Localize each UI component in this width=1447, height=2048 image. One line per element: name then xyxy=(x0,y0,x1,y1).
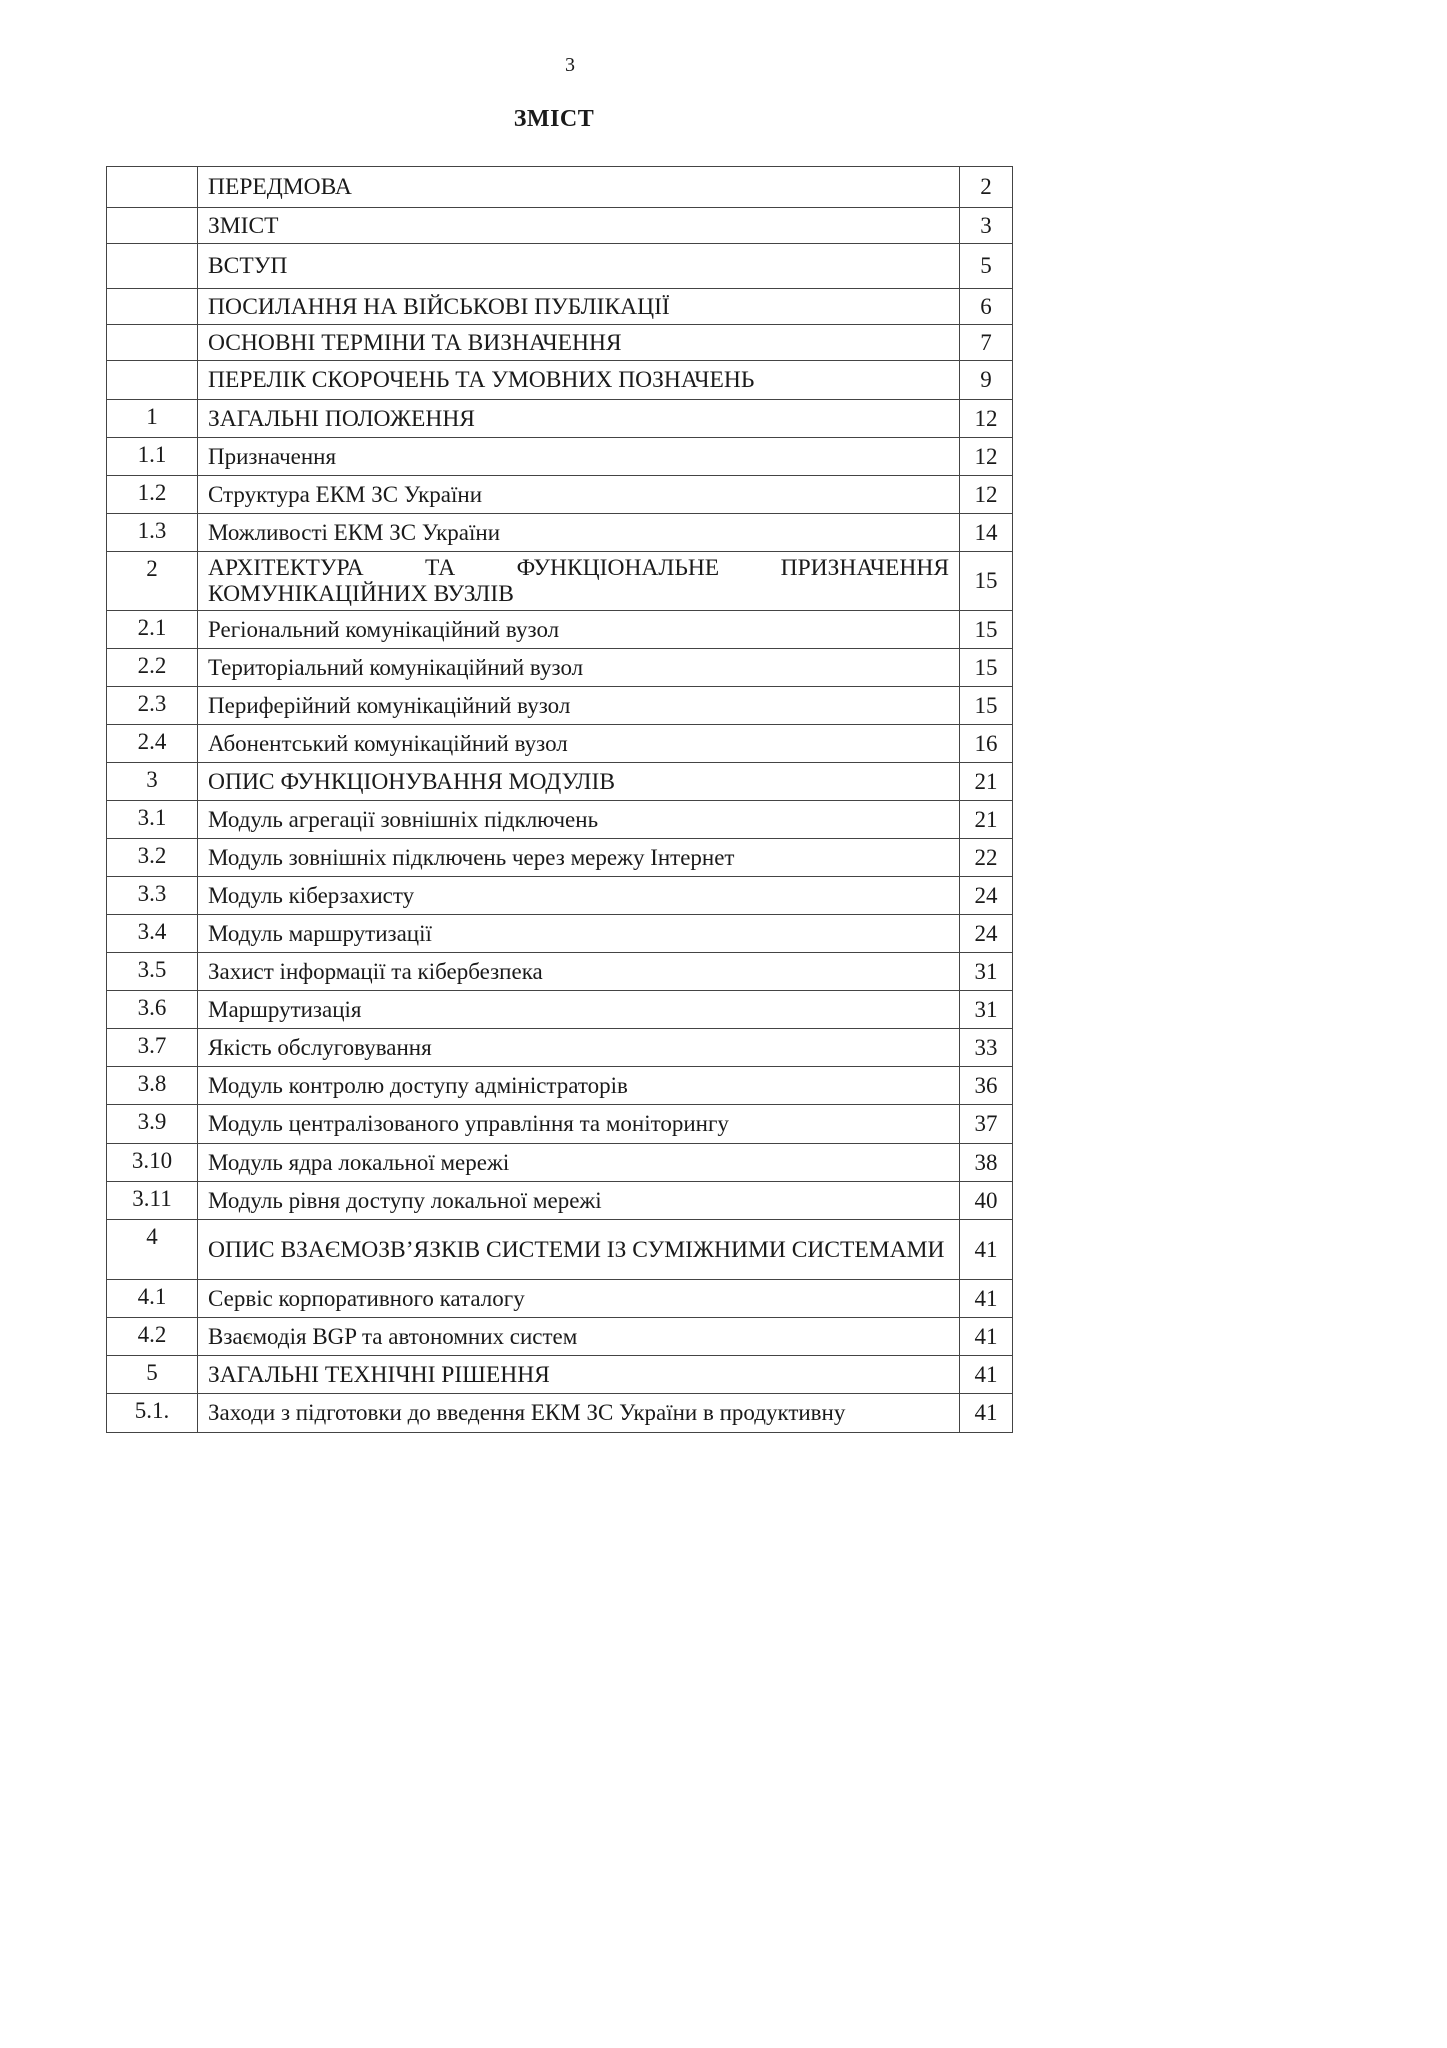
toc-row xyxy=(107,725,1013,763)
toc-row xyxy=(107,1220,1013,1280)
toc-section-title: АРХІТЕКТУРА ТА ФУНКЦІОНАЛЬНЕ ПРИЗНАЧЕННЯ КОМУНІКАЦІЙНИХ ВУЗЛІВ xyxy=(198,552,960,611)
toc-section-number: 4 xyxy=(107,1220,198,1280)
toc-row xyxy=(107,476,1013,514)
toc-section-number: 3.1 xyxy=(107,801,198,839)
toc-section-number: 3.9 xyxy=(107,1105,198,1144)
toc-page-number: 37 xyxy=(960,1105,1013,1144)
toc-page-number: 31 xyxy=(960,991,1013,1029)
toc-section-title: ПЕРЕДМОВА xyxy=(198,167,960,208)
toc-section-number: 3.3 xyxy=(107,877,198,915)
toc-section-title: Структура ЕКМ ЗС України xyxy=(198,476,960,514)
toc-section-title: Якість обслуговування xyxy=(198,1029,960,1067)
toc-row xyxy=(107,1318,1013,1356)
toc-row xyxy=(107,244,1013,289)
toc-page-number: 9 xyxy=(960,361,1013,400)
toc-page-number: 22 xyxy=(960,839,1013,877)
toc-section-number: 1 xyxy=(107,400,198,438)
toc-row xyxy=(107,1356,1013,1394)
toc-section-number: 4.1 xyxy=(107,1280,198,1318)
toc-section-number: 3.7 xyxy=(107,1029,198,1067)
toc-section-title: ВСТУП xyxy=(198,244,960,289)
toc-page-number: 2 xyxy=(960,167,1013,208)
toc-section-number: 2.2 xyxy=(107,649,198,687)
toc-section-number: 3.10 xyxy=(107,1144,198,1182)
toc-section-title: Захист інформації та кібербезпека xyxy=(198,953,960,991)
toc-section-number: 3.6 xyxy=(107,991,198,1029)
toc-page-number: 24 xyxy=(960,877,1013,915)
toc-row xyxy=(107,801,1013,839)
toc-section-number: 5.1. xyxy=(107,1394,198,1433)
toc-section-title: ОПИС ВЗАЄМОЗВ’ЯЗКІВ СИСТЕМИ ІЗ СУМІЖНИМИ СИСТЕМАМИ xyxy=(198,1220,960,1280)
toc-section-number: 1.3 xyxy=(107,514,198,552)
toc-row xyxy=(107,514,1013,552)
toc-row xyxy=(107,361,1013,400)
toc-section-number xyxy=(107,325,198,361)
toc-section-title: ЗАГАЛЬНІ ТЕХНІЧНІ РІШЕННЯ xyxy=(198,1356,960,1394)
toc-page-number: 31 xyxy=(960,953,1013,991)
toc-section-number xyxy=(107,289,198,325)
toc-page-number: 12 xyxy=(960,438,1013,476)
toc-row xyxy=(107,953,1013,991)
toc-section-number: 3.11 xyxy=(107,1182,198,1220)
toc-page-number: 12 xyxy=(960,400,1013,438)
toc-section-title: Модуль зовнішніх підключень через мережу Інтернет xyxy=(198,839,960,877)
toc-section-number: 1.2 xyxy=(107,476,198,514)
toc-section-title: Модуль кіберзахисту xyxy=(198,877,960,915)
toc-page-number: 15 xyxy=(960,552,1013,611)
toc-page-number: 33 xyxy=(960,1029,1013,1067)
toc-section-title: ЗМІСТ xyxy=(198,208,960,244)
toc-row xyxy=(107,991,1013,1029)
toc-row xyxy=(107,289,1013,325)
toc-row xyxy=(107,1105,1013,1144)
toc-section-title: Регіональний комунікаційний вузол xyxy=(198,611,960,649)
toc-page-number: 41 xyxy=(960,1356,1013,1394)
toc-page-number: 12 xyxy=(960,476,1013,514)
toc-page-number: 21 xyxy=(960,801,1013,839)
toc-page-number: 41 xyxy=(960,1280,1013,1318)
toc-page-number: 5 xyxy=(960,244,1013,289)
toc-row xyxy=(107,649,1013,687)
toc-section-number: 3.8 xyxy=(107,1067,198,1105)
toc-page-number: 24 xyxy=(960,915,1013,953)
toc-row xyxy=(107,763,1013,801)
toc-section-title: Маршрутизація xyxy=(198,991,960,1029)
toc-row xyxy=(107,839,1013,877)
toc-row xyxy=(107,1182,1013,1220)
toc-section-title: ОСНОВНІ ТЕРМІНИ ТА ВИЗНАЧЕННЯ xyxy=(198,325,960,361)
toc-section-title: ПОСИЛАННЯ НА ВІЙСЬКОВІ ПУБЛІКАЦІЇ xyxy=(198,289,960,325)
toc-section-title: ПЕРЕЛІК СКОРОЧЕНЬ ТА УМОВНИХ ПОЗНАЧЕНЬ xyxy=(198,361,960,400)
toc-page-number: 15 xyxy=(960,687,1013,725)
toc-row xyxy=(107,167,1013,208)
toc-page-number: 16 xyxy=(960,725,1013,763)
toc-row xyxy=(107,877,1013,915)
toc-body xyxy=(107,167,1013,1433)
toc-section-number xyxy=(107,167,198,208)
toc-section-number: 5 xyxy=(107,1356,198,1394)
toc-row xyxy=(107,611,1013,649)
toc-section-title: Модуль контролю доступу адміністраторів xyxy=(198,1067,960,1105)
toc-section-title: Абонентський комунікаційний вузол xyxy=(198,725,960,763)
toc-section-number: 3.5 xyxy=(107,953,198,991)
toc-row xyxy=(107,915,1013,953)
toc-table xyxy=(106,166,1013,1433)
toc-section-number: 2.3 xyxy=(107,687,198,725)
toc-section-title: Модуль ядра локальної мережі xyxy=(198,1144,960,1182)
toc-section-number xyxy=(107,244,198,289)
toc-row xyxy=(107,1394,1013,1433)
toc-section-number: 2 xyxy=(107,552,198,611)
toc-row xyxy=(107,208,1013,244)
toc-page-number: 15 xyxy=(960,649,1013,687)
toc-section-title: Взаємодія BGP та автономних систем xyxy=(198,1318,960,1356)
toc-section-number: 2.4 xyxy=(107,725,198,763)
toc-section-number: 3 xyxy=(107,763,198,801)
toc-section-title: ЗАГАЛЬНІ ПОЛОЖЕННЯ xyxy=(198,400,960,438)
toc-section-number xyxy=(107,208,198,244)
toc-row xyxy=(107,400,1013,438)
toc-page-number: 38 xyxy=(960,1144,1013,1182)
toc-page-number: 41 xyxy=(960,1220,1013,1280)
toc-page-number: 15 xyxy=(960,611,1013,649)
toc-section-title: Сервіс корпоративного каталогу xyxy=(198,1280,960,1318)
toc-section-title: Модуль агрегації зовнішніх підключень xyxy=(198,801,960,839)
toc-row xyxy=(107,325,1013,361)
toc-section-title: Можливості ЕКМ ЗС України xyxy=(198,514,960,552)
toc-section-title: Заходи з підготовки до введення ЕКМ ЗС України в продуктивну xyxy=(198,1394,960,1433)
toc-page-number: 7 xyxy=(960,325,1013,361)
toc-section-number: 3.4 xyxy=(107,915,198,953)
toc-row xyxy=(107,1144,1013,1182)
toc-page-number: 36 xyxy=(960,1067,1013,1105)
toc-section-number: 3.2 xyxy=(107,839,198,877)
toc-row xyxy=(107,1280,1013,1318)
page-number: 3 xyxy=(565,54,575,76)
toc-section-title: Модуль рівня доступу локальної мережі xyxy=(198,1182,960,1220)
toc-section-title: Модуль централізованого управління та моніторингу xyxy=(198,1105,960,1144)
toc-section-title: ОПИС ФУНКЦІОНУВАННЯ МОДУЛІВ xyxy=(198,763,960,801)
toc-row xyxy=(107,1029,1013,1067)
toc-page-number: 6 xyxy=(960,289,1013,325)
toc-section-number: 2.1 xyxy=(107,611,198,649)
toc-page-number: 41 xyxy=(960,1318,1013,1356)
toc-section-title: Територіальний комунікаційний вузол xyxy=(198,649,960,687)
toc-row xyxy=(107,552,1013,611)
toc-section-title: Модуль маршрутизації xyxy=(198,915,960,953)
toc-section-number: 1.1 xyxy=(107,438,198,476)
toc-section-number: 4.2 xyxy=(107,1318,198,1356)
toc-page-number: 41 xyxy=(960,1394,1013,1433)
toc-section-title: Периферійний комунікаційний вузол xyxy=(198,687,960,725)
toc-row xyxy=(107,438,1013,476)
toc-section-number xyxy=(107,361,198,400)
page-title: ЗМІСТ xyxy=(513,106,595,132)
toc-section-title: Призначення xyxy=(198,438,960,476)
toc-page-number: 21 xyxy=(960,763,1013,801)
toc-page-number: 14 xyxy=(960,514,1013,552)
toc-page-number: 40 xyxy=(960,1182,1013,1220)
toc-row xyxy=(107,1067,1013,1105)
toc-row xyxy=(107,687,1013,725)
toc-page-number: 3 xyxy=(960,208,1013,244)
